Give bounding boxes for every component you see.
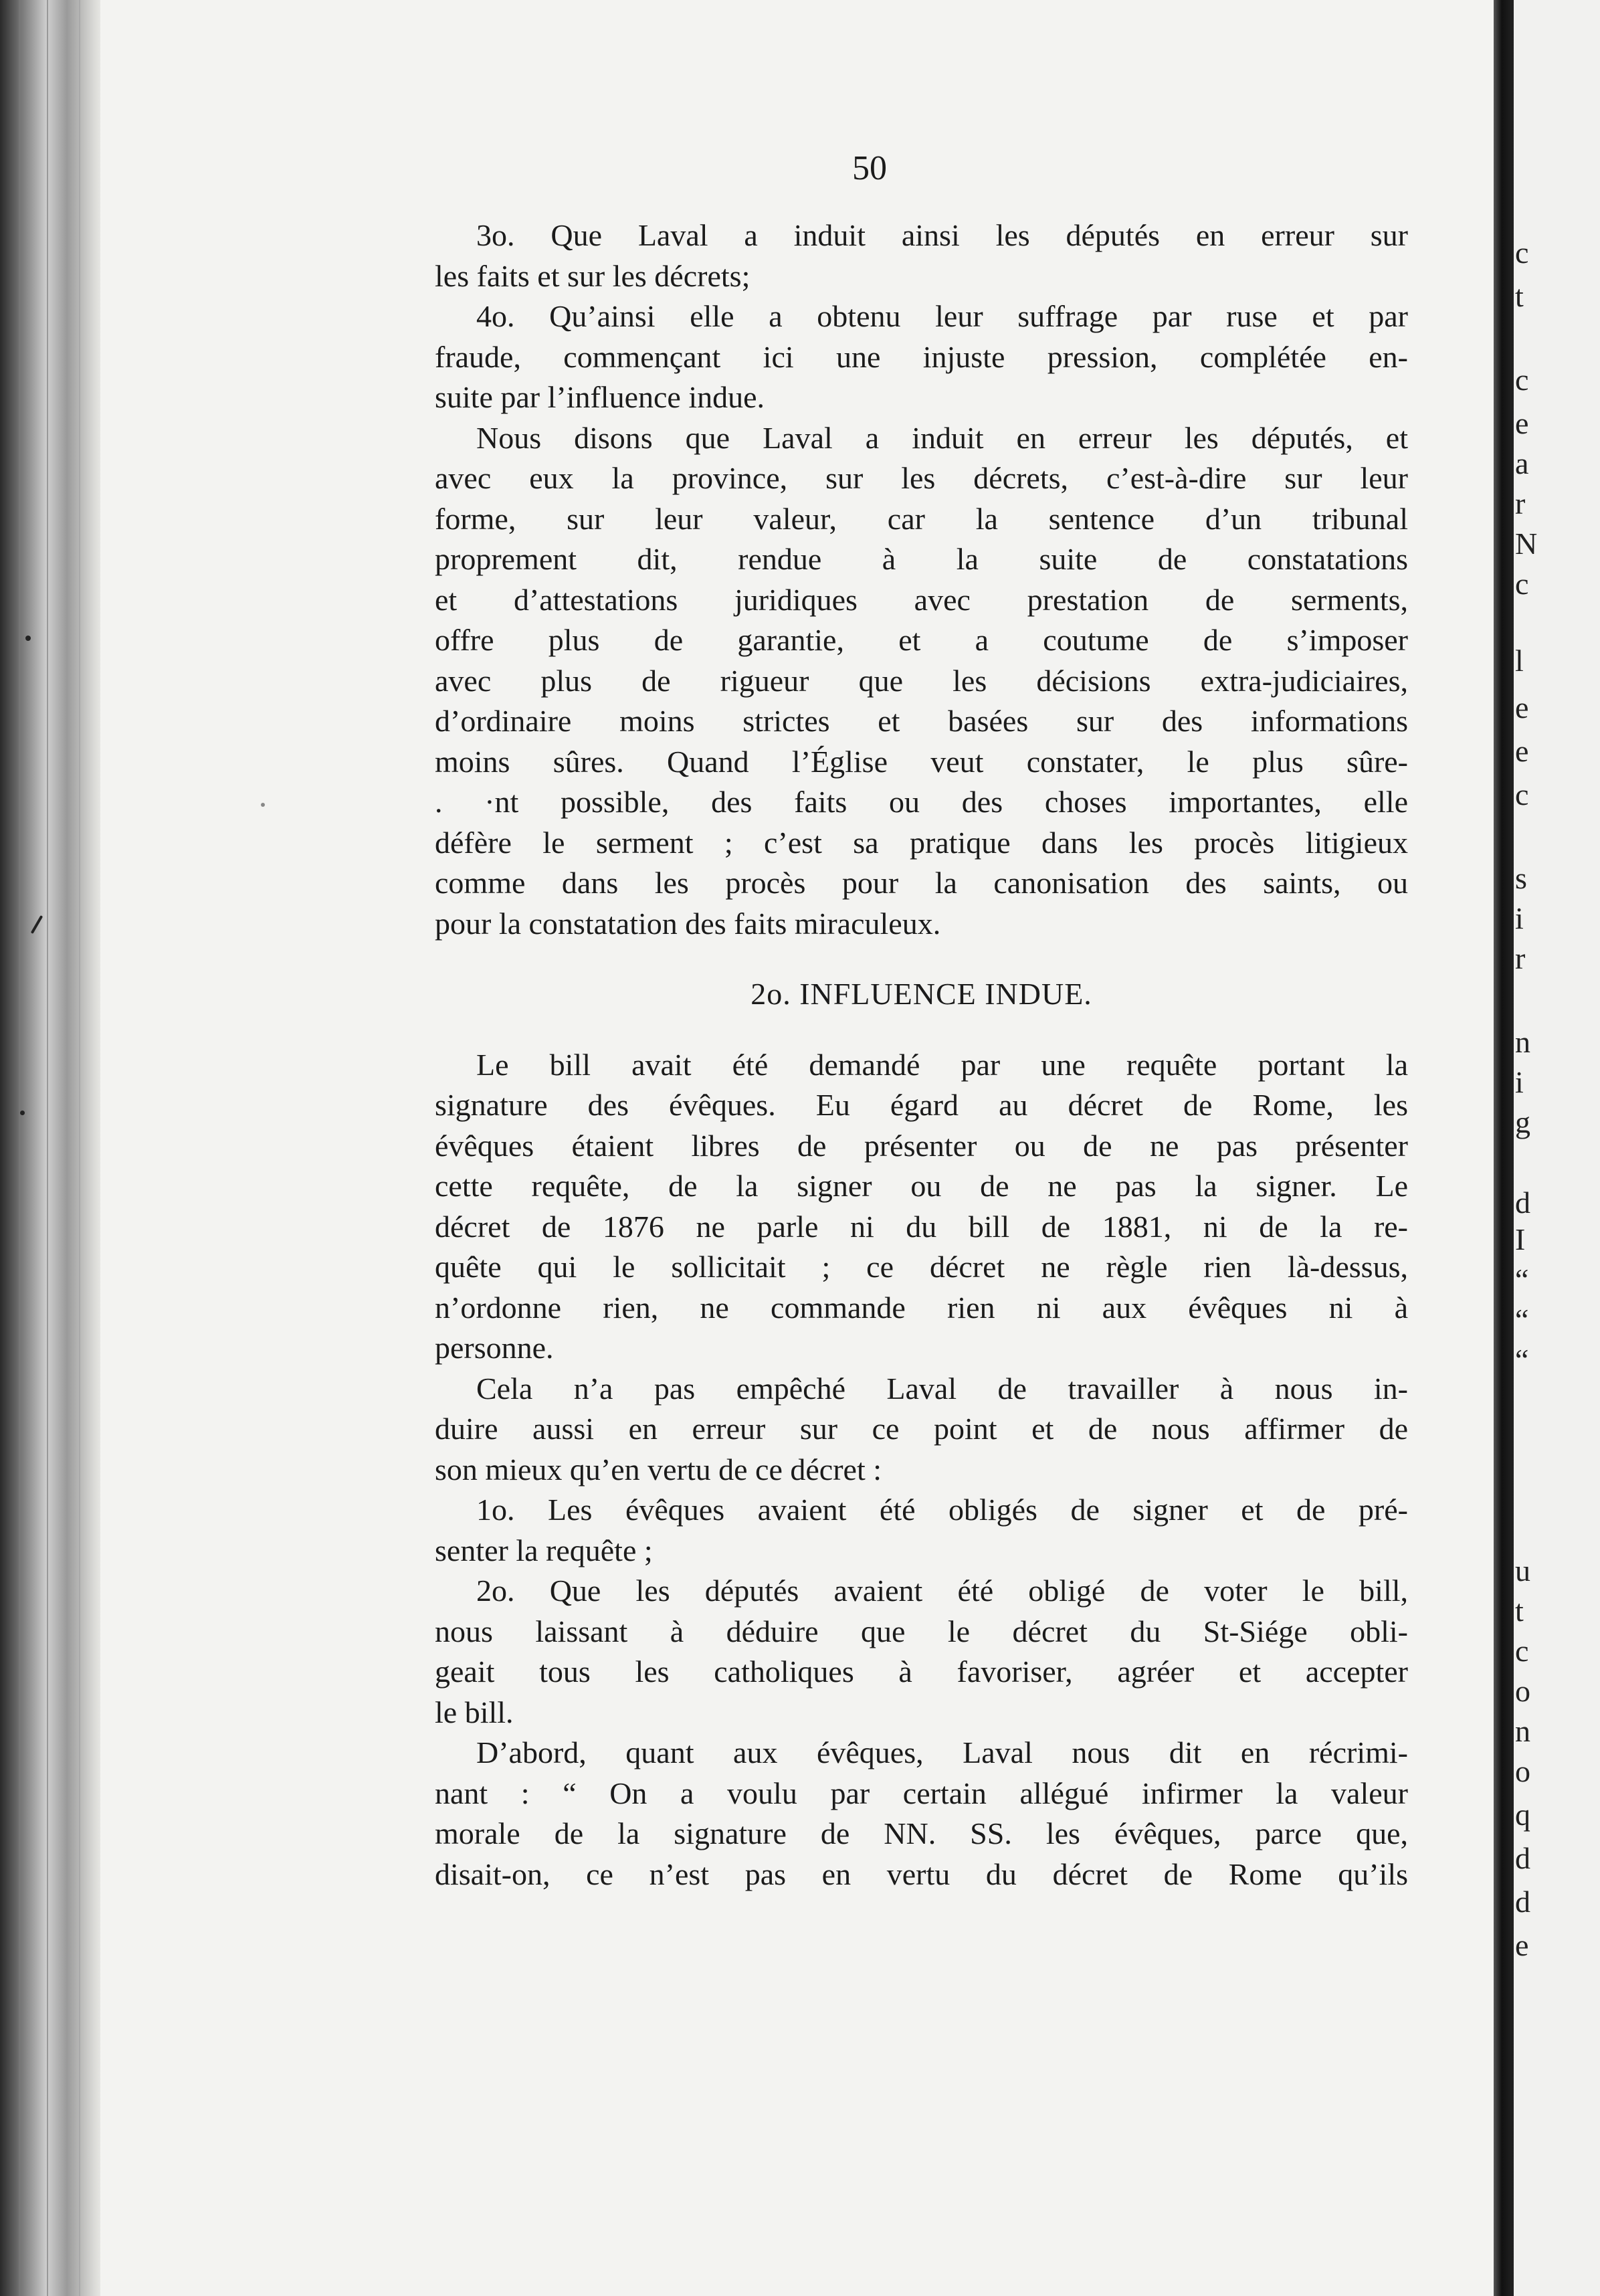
text-line: d’ordinaire moins strictes et basées sur des informations (435, 704, 1408, 738)
page-number: 50 (852, 149, 887, 187)
facing-page-letter: d (1515, 1841, 1530, 1875)
text-line: D’abord, quant aux évêques, Laval nous dit en récrimi- (476, 1735, 1408, 1769)
text-line: geait tous les catholiques à favoriser, agréer et accepter (435, 1654, 1408, 1689)
text-line: disait-on, ce n’est pas en vertu du décret de Rome qu’ils (435, 1856, 1408, 1891)
body-text (435, 215, 1408, 1895)
facing-page-letter: q (1515, 1798, 1530, 1832)
facing-page-letter: n (1515, 1714, 1530, 1748)
facing-page-letter: a (1515, 446, 1529, 480)
text-line: pour la constatation des faits miraculeux. (435, 906, 941, 941)
page-gutter (1494, 0, 1514, 2296)
section-heading: 2o. INFLUENCE INDUE. (751, 977, 1092, 1011)
text-line: offre plus de garantie, et a coutume de s’imposer (435, 623, 1408, 657)
text-line: 3o. Que Laval a induit ainsi les députés en erreur sur (476, 218, 1408, 252)
scan-speck (261, 803, 265, 807)
binding-edge-line (79, 0, 80, 2296)
facing-page-letter: t (1515, 279, 1524, 313)
facing-page-letter: r (1515, 486, 1526, 520)
facing-page-letter: c (1515, 777, 1529, 811)
facing-page-letter: e (1515, 406, 1529, 440)
facing-page-letter: r (1515, 941, 1526, 975)
facing-page-letter: l (1515, 644, 1524, 678)
text-line: Cela n’a pas empêché Laval de travailler à nous in- (476, 1371, 1408, 1406)
text-line: forme, sur leur valeur, car la sentence d’un tribunal (435, 501, 1408, 536)
facing-page-edge (1514, 0, 1600, 2296)
text-line: évêques étaient libres de présenter ou de ne pas présenter (435, 1128, 1408, 1163)
text-line: et d’attestations juridiques avec prestation de serments, (435, 582, 1408, 617)
text-line: cette requête, de la signer ou de ne pas la signer. Le (435, 1169, 1408, 1203)
text-line: Le bill avait été demandé par une requête portant la (476, 1047, 1408, 1082)
facing-page-letter: “ (1515, 1343, 1529, 1377)
text-line: avec plus de rigueur que les décisions extra-judiciaires, (435, 663, 1408, 698)
facing-page-letter: i (1515, 1065, 1524, 1099)
text-line: proprement dit, rendue à la suite de constatations (435, 542, 1408, 576)
text-line: décret de 1876 ne parle ni du bill de 1881, ni de la re- (435, 1209, 1408, 1244)
scan-speck (25, 636, 31, 641)
text-line: fraude, commençant ici une injuste pression, complétée en- (435, 339, 1408, 374)
text-line: défère le serment ; c’est sa pratique dans les procès litigieux (435, 825, 1408, 860)
facing-page-letter: n (1515, 1025, 1530, 1059)
facing-page-letter: o (1515, 1674, 1530, 1708)
text-line: nous laissant à déduire que le décret du St-Siége obli- (435, 1614, 1408, 1648)
text-line: le bill. (435, 1695, 514, 1729)
facing-page-letter: e (1515, 1928, 1529, 1962)
text-line: quête qui le sollicitait ; ce décret ne règle rien là-dessus, (435, 1250, 1408, 1284)
text-line: son mieux qu’en vertu de ce décret : (435, 1452, 882, 1487)
text-line: duire aussi en erreur sur ce point et de nous affirmer de (435, 1412, 1408, 1446)
text-line: moins sûres. Quand l’Église veut constater, le plus sûre- (435, 744, 1408, 779)
facing-page-letter: i (1515, 901, 1524, 935)
facing-page-letter: c (1515, 363, 1529, 397)
binding-edge-line (47, 0, 48, 2296)
text-line: n’ordonne rien, ne commande rien ni aux évêques ni à (435, 1290, 1408, 1325)
text-line: morale de la signature de NN. SS. les évêques, parce que, (435, 1816, 1408, 1850)
facing-page-letter: u (1515, 1553, 1530, 1588)
paragraphs-after-heading (435, 1045, 1408, 1895)
text-line: senter la requête ; (435, 1533, 653, 1567)
facing-page-letter: t (1515, 1594, 1524, 1628)
facing-page-letter: I (1515, 1222, 1526, 1256)
facing-page-letter: d (1515, 1185, 1530, 1220)
facing-page-letter: g (1515, 1105, 1530, 1139)
text-line: 2o. Que les députés avaient été obligé de voter le bill, (476, 1573, 1408, 1608)
facing-page-letter: “ (1515, 1303, 1529, 1337)
text-line: signature des évêques. Eu égard au décret de Rome, les (435, 1088, 1408, 1122)
facing-page-letter: s (1515, 861, 1527, 895)
text-line: suite par l’influence indue. (435, 380, 765, 414)
text-line: 1o. Les évêques avaient été obligés de signer et de pré- (476, 1493, 1408, 1527)
facing-page-letter: “ (1515, 1262, 1529, 1297)
facing-page-letter: e (1515, 734, 1529, 768)
text-line: comme dans les procès pour la canonisation des saints, ou (435, 866, 1408, 900)
paragraphs-before-heading (435, 215, 1408, 944)
facing-page-letter: c (1515, 1634, 1529, 1668)
text-line: personne. (435, 1331, 554, 1365)
text-line: avec eux la province, sur les décrets, c’est-à-dire sur leur (435, 461, 1408, 495)
facing-page-letter: e (1515, 690, 1529, 725)
scan-speck (20, 1111, 25, 1115)
facing-page-letter: d (1515, 1885, 1530, 1919)
book-binding (0, 0, 100, 2296)
binding-edge-line (19, 0, 21, 2296)
facing-page-letter: N (1515, 527, 1538, 561)
facing-page-letter: c (1515, 235, 1529, 270)
facing-page-letter: o (1515, 1754, 1530, 1788)
text-line: nant : “ On a voulu par certain allégué infirmer la valeur (435, 1776, 1408, 1810)
facing-page-letter: c (1515, 567, 1529, 601)
text-line: . ·nt possible, des faits ou des choses importantes, elle (435, 785, 1408, 819)
text-line: Nous disons que Laval a induit en erreur les députés, et (476, 420, 1408, 455)
text-line: 4o. Qu’ainsi elle a obtenu leur suffrage par ruse et par (476, 299, 1408, 333)
text-line: les faits et sur les décrets; (435, 258, 751, 293)
